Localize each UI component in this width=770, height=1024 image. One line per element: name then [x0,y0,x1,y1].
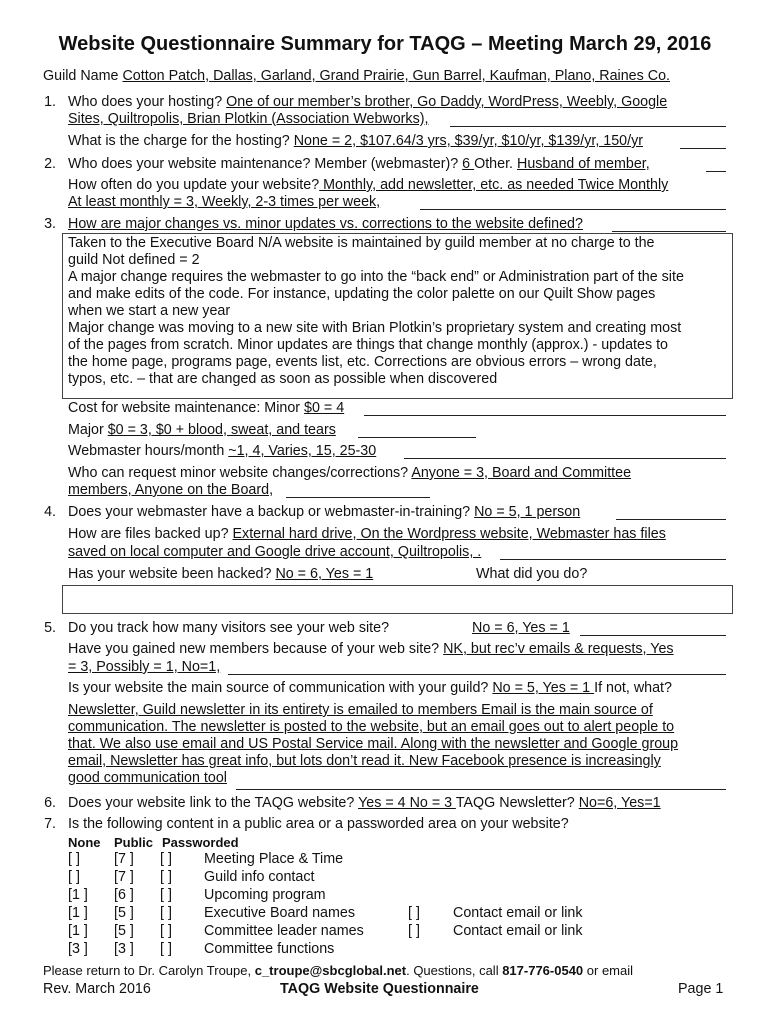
q2-other-label: Other. [474,156,517,172]
q3-hours-rule [404,458,726,459]
q4-backup-value-line2: saved on local computer and Google drive account, Quiltropolis, . [68,544,482,560]
q7-none-box: [1 ] [68,887,88,903]
q2-freq-value: Monthly, add newsletter, etc. as needed Twice Monthly [319,177,669,193]
q5-gained [68,641,674,658]
footer-return-line [43,962,633,979]
q7-extra-label: Contact email or link [453,905,583,921]
q3-answer-line: and make edits of the code. For instance, updating the color palette on our Quilt Show pages [68,286,656,302]
q1-answer-line2: Sites, Quiltropolis, Brian Plotkin (Association Webworks), [68,111,429,127]
q3-answer-line: typos, etc. – that are changed as soon as possible when discovered [68,371,498,387]
q5-main-answer-line: Newsletter, Guild newsletter in its entirety is emailed to members Email is the main source of [68,702,653,718]
q7-number: 7. [44,816,56,832]
q5-gained-value: NK, but rec’v emails & requests, Yes [443,641,674,657]
q2-question [68,156,650,173]
q7-item-label: Committee leader names [204,923,364,939]
q7-passworded-box: [ ] [160,869,172,885]
q7-label: Is the following content in a public area or a passworded area on your website? [68,816,569,832]
q6-newsletter-label: TAQG Newsletter? [455,795,579,811]
footer-return-post: or email [583,963,634,978]
q7-passworded-box: [ ] [160,851,172,867]
q7-public-box: [7 ] [114,869,134,885]
q7-none-box: [ ] [68,869,80,885]
q5-main-answer-line: good communication tool [68,770,227,786]
q3-hours [68,443,376,460]
q4-number: 4. [44,504,56,520]
q7-public-box: [5 ] [114,905,134,921]
q6-label: Does your website link to the TAQG website? [68,795,359,811]
q3-who-value: Anyone = 3, Board and Committee [411,465,632,481]
footer-return-pre: Please return to Dr. Carolyn Troupe, [43,963,255,978]
q3-answer-line: of the pages from scratch. Minor updates are things that change monthly (approx.) - updates to [68,337,669,353]
q1-charge-value: None = 2, $107.64/3 yrs, $39/yr, $10/yr, $139/yr, 150/yr [293,133,644,149]
q3-major-value: $0 = 3, $0 + blood, sweat, and tears [107,422,336,438]
q3-hours-value: ~1, 4, Varies, 15, 25-30 [228,443,377,459]
q3-answer-text [68,235,684,388]
q3-who-rule [286,497,430,498]
q5-ifnot-label: If not, what? [594,680,672,696]
guild-label: Guild Name [43,68,123,84]
q4-what-box [62,585,733,614]
q3-hours-label: Webmaster hours/month [68,443,229,459]
q5-gained-value-line2: = 3, Possibly = 1, No=1, [68,659,221,675]
q4-hacked [68,566,373,583]
q7-header-none: None [68,835,101,850]
footer-return-mid: . Questions, call [406,963,503,978]
q3-major-label: Major [68,422,108,438]
q3-number: 3. [44,216,56,232]
q2-member-value: 6 [462,156,475,172]
q6-value: Yes = 4 No = 3 [358,795,456,811]
q5-value-rule [580,635,726,636]
q6-newsletter-value: No=6, Yes=1 [578,795,661,811]
q3-major-rule [358,437,476,438]
q5-main-answer [68,702,678,787]
q2-frequency [68,177,668,194]
q3-label: How are major changes vs. minor updates vs. corrections to the website defined? [68,216,583,232]
q3-answer-line: guild Not defined = 2 [68,252,200,268]
q1-number: 1. [44,94,56,110]
q7-none-box: [ ] [68,851,80,867]
q3-answer-line: Taken to the Executive Board N/A website is maintained by guild member at no charge to the [68,235,655,251]
q7-item-label: Executive Board names [204,905,355,921]
q4-backup [68,526,666,543]
q7-passworded-box: [ ] [160,887,172,903]
q7-passworded-box: [ ] [160,905,172,921]
q3-answer-line: the home page, programs page, events list, etc. Corrections are obvious errors – wrong date, [68,354,657,370]
q7-public-box: [6 ] [114,887,134,903]
q1-charge [68,133,643,150]
q7-public-box: [7 ] [114,851,134,867]
q2-freq-label: How often do you update your website? [68,177,320,193]
q5-main-answer-rule [236,789,726,790]
guild-value: Cotton Patch, Dallas, Garland, Grand Prairie, Gun Barrel, Kaufman, Plano, Raines Co. [122,68,670,84]
q3-major [68,422,336,439]
q5-main-answer-line: that. We also use email and US Postal Service mail. Along with the newsletter and Google group [68,736,679,752]
q7-public-box: [5 ] [114,923,134,939]
q7-item-label: Guild info contact [204,869,315,885]
q3-cost-label: Cost for website maintenance: Minor [68,400,305,416]
q1-label: Who does your hosting? [68,94,227,110]
q1-charge-label: What is the charge for the hosting? [68,133,294,149]
q2-freq-rule [420,209,726,210]
q3-cost-value: $0 = 4 [304,400,345,416]
guild-row [43,68,670,85]
q7-extra-box: [ ] [408,905,420,921]
footer-email: c_troupe@sbcglobal.net [254,963,407,978]
q3-who [68,465,631,482]
q5-value: No = 6, Yes = 1 [472,620,570,636]
q7-passworded-box: [ ] [160,923,172,939]
q1-answer-rule [450,126,726,127]
q3-cost-rule [364,415,726,416]
q7-header-passworded: Passworded [162,835,239,850]
q2-freq-value-line2: At least monthly = 3, Weekly, 2-3 times per week, [68,194,381,210]
q7-none-box: [1 ] [68,905,88,921]
q4-value: No = 5, 1 person [474,504,581,520]
footer-center-title: TAQG Website Questionnaire [280,981,479,997]
q5-number: 5. [44,620,56,636]
q3-answer-line: when we start a new year [68,303,231,319]
footer-phone: 817-776-0540 [502,963,584,978]
q4-backup-rule [500,559,726,560]
q7-passworded-box: [ ] [160,941,172,957]
q5-label: Do you track how many visitors see your web site? [68,620,390,636]
q6-question [68,795,661,812]
q1-charge-rule [680,148,726,149]
footer-revision: Rev. March 2016 [43,981,151,997]
q7-item-label: Upcoming program [204,887,326,903]
q5-gained-label: Have you gained new members because of your web site? [68,641,444,657]
page-title: Website Questionnaire Summary for TAQG – Meeting March 29, 2016 [58,33,712,55]
footer-page-number: Page 1 [678,981,724,997]
q7-item-label: Committee functions [204,941,335,957]
q5-main-value: No = 5, Yes = 1 [492,680,595,696]
q5-main-answer-line: communication. The newsletter is posted to the website, but an email goes out to alert people to [68,719,675,735]
q4-hacked-value: No = 6, Yes = 1 [275,566,374,582]
q7-none-box: [3 ] [68,941,88,957]
q3-cost [68,400,344,417]
q4-question [68,504,580,521]
q2-other-value: Husband of member, [517,156,650,172]
q4-backup-label: How are files backed up? [68,526,233,542]
q5-gained-rule [228,674,726,675]
q5-main [68,680,672,697]
q3-who-value-line2: members, Anyone on the Board, [68,482,274,498]
q7-none-box: [1 ] [68,923,88,939]
q4-label: Does your webmaster have a backup or webmaster-in-training? [68,504,475,520]
q4-value-rule [616,519,726,520]
q7-item-label: Meeting Place & Time [204,851,344,867]
q7-extra-box: [ ] [408,923,420,939]
q4-hacked-label: Has your website been hacked? [68,566,276,582]
q6-number: 6. [44,795,56,811]
q3-who-label: Who can request minor website changes/corrections? [68,465,412,481]
q5-main-answer-line: email, Newsletter has great info, but lots don’t read it. New Facebook presence is increasingly [68,753,661,769]
q1-answer: One of our member’s brother, Go Daddy, WordPress, Weebly, Google [226,94,668,110]
q1-question [68,94,667,111]
q3-answer-line: A major change requires the webmaster to go into the “back end” or Administration part of the site [68,269,684,285]
q3-answer-line: Major change was moving to a new site with Brian Plotkin’s proprietary system and creating most [68,320,682,336]
q7-public-box: [3 ] [114,941,134,957]
q5-main-label: Is your website the main source of communication with your guild? [68,680,493,696]
q4-backup-value: External hard drive, On the Wordpress website, Webmaster has files [232,526,666,542]
q4-what-label: What did you do? [476,566,588,582]
q2-number: 2. [44,156,56,172]
q7-header-public: Public [114,835,154,850]
q3-label-rule [612,231,726,232]
q2-other-rule [706,171,726,172]
q2-label: Who does your website maintenance? Member (webmaster)? [68,156,463,172]
q7-extra-label: Contact email or link [453,923,583,939]
